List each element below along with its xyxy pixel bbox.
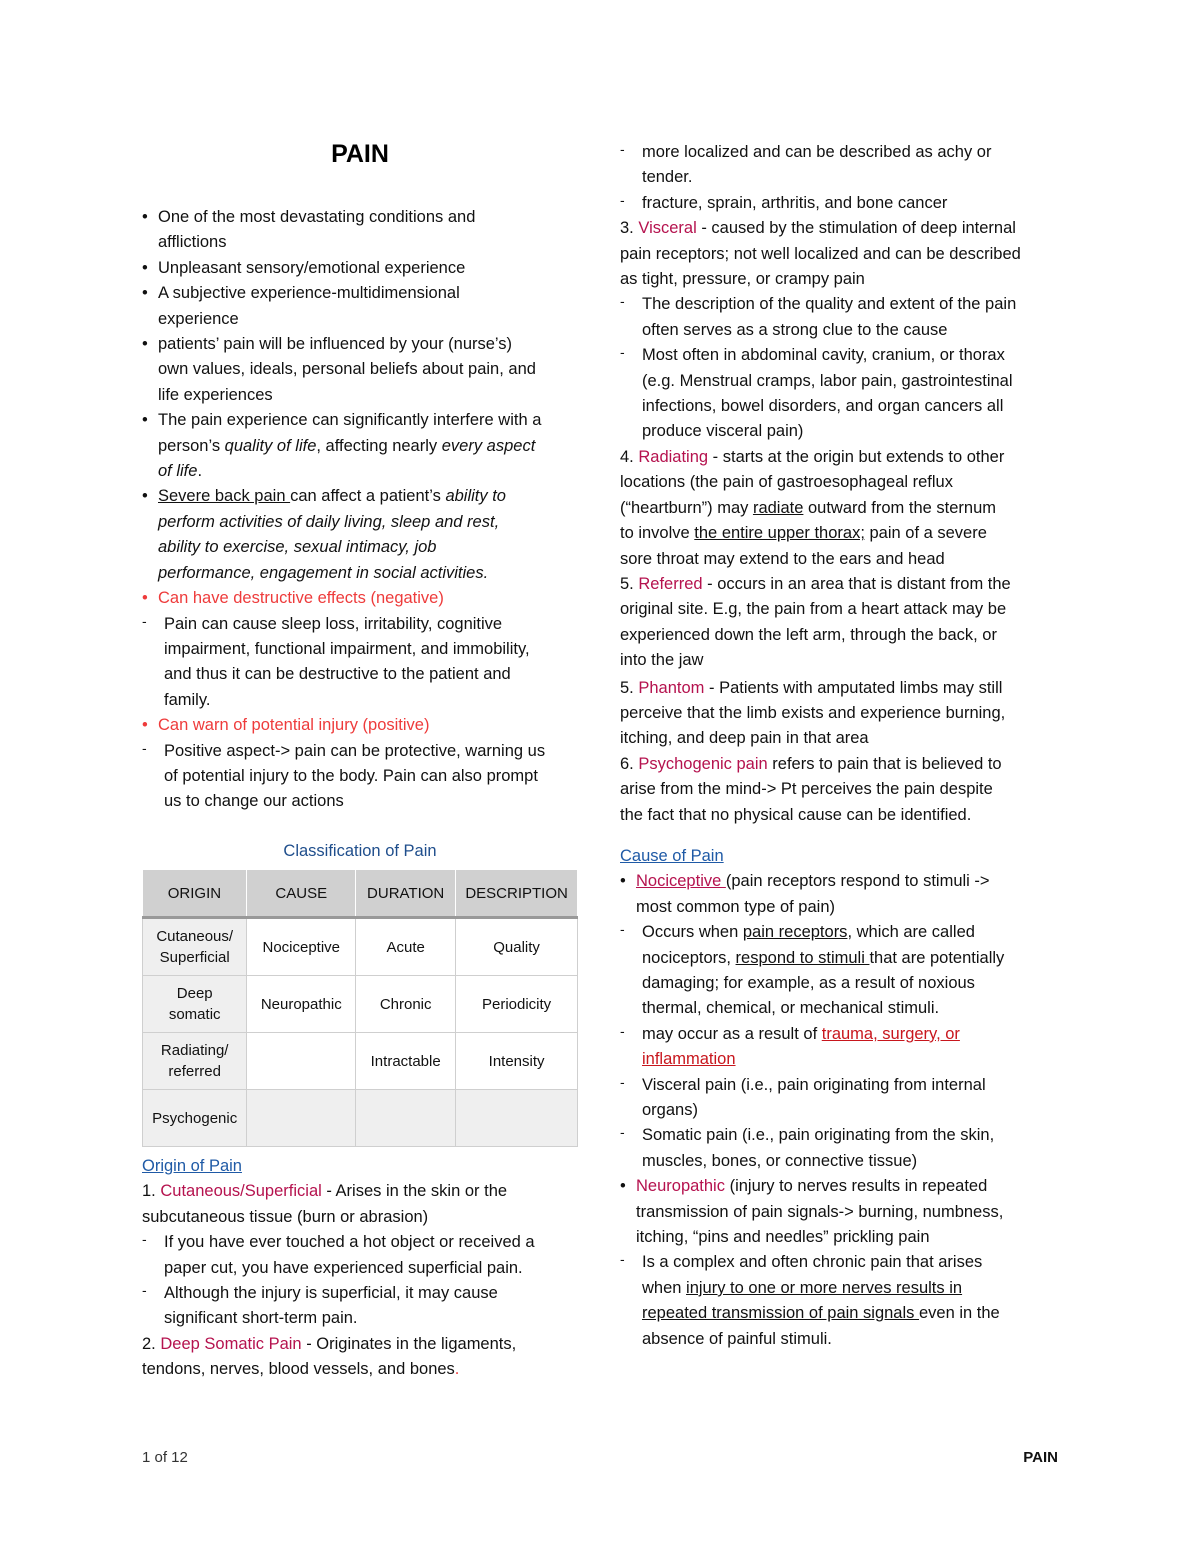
table-cell: Neuropathic bbox=[247, 976, 356, 1033]
right-column bbox=[620, 140, 1065, 1352]
referred-cont: into the jaw bbox=[620, 651, 704, 670]
origin-item-cont: tendons, nerves, blood vessels, and bones. bbox=[142, 1360, 460, 1379]
footer-label: PAIN bbox=[1023, 1449, 1058, 1466]
table-cell: Psychogenic bbox=[143, 1090, 247, 1147]
bullet-item: • Unpleasant sensory/emotional experience bbox=[142, 256, 582, 281]
dash-item-cont: of potential injury to the body. Pain can also prompt bbox=[164, 766, 538, 785]
dash-item-cont: paper cut, you have experienced superficial pain. bbox=[164, 1258, 523, 1277]
bullet-item-quality: • The pain experience can significantly interfere with a bbox=[142, 408, 582, 433]
table-row bbox=[143, 918, 578, 976]
dash-item-cont: (e.g. Menstrual cramps, labor pain, gastrointestinal bbox=[642, 371, 1013, 390]
origin-section bbox=[142, 1154, 582, 1383]
warn-heading: • Can warn of potential injury (positive) bbox=[142, 713, 582, 738]
table-row bbox=[143, 1033, 578, 1090]
dash-item-cont: inflammation bbox=[642, 1050, 736, 1069]
visceral-item: 3. Visceral - caused by the stimulation of deep internal bbox=[620, 219, 1016, 238]
bullet-item-cont: life experiences bbox=[158, 385, 273, 404]
dash-item-cont: thermal, chemical, or mechanical stimuli. bbox=[642, 999, 940, 1018]
dash-item: ‐ Somatic pain (i.e., pain originating from the skin, bbox=[620, 1123, 1065, 1148]
origin-item-1: 1. Cutaneous/Superficial - Arises in the skin or the bbox=[142, 1182, 508, 1201]
dash-item-cont: repeated transmission of pain signals even in the bbox=[642, 1304, 1000, 1323]
bullet-item-cont: performance, engagement in social activities. bbox=[158, 563, 489, 582]
table-header-cell: DESCRIPTION bbox=[456, 870, 578, 918]
table-header-row bbox=[143, 870, 578, 918]
bullet-item: • A subjective experience-multidimensional bbox=[142, 281, 582, 306]
dash-item-cont: us to change our actions bbox=[164, 792, 344, 811]
dash-item-cont: impairment, functional impairment, and immobility, bbox=[164, 639, 530, 658]
bullet-item-cont: itching, “pins and needles” prickling pain bbox=[636, 1228, 930, 1247]
table-cell: Chronic bbox=[356, 976, 456, 1033]
dash-item: ‐ If you have ever touched a hot object or received a bbox=[142, 1230, 582, 1255]
bullet-item-back-pain: • Severe back pain can affect a patient’s ability to bbox=[142, 484, 582, 509]
dash-item: ‐ The description of the quality and extent of the pain bbox=[620, 292, 1065, 317]
destructive-heading: • Can have destructive effects (negative) bbox=[142, 586, 582, 611]
dash-item-cont: organs) bbox=[642, 1101, 698, 1120]
table-cell bbox=[247, 1033, 356, 1090]
dash-item-cont: tender. bbox=[642, 168, 693, 187]
dash-item-cont: when injury to one or more nerves results in bbox=[642, 1278, 963, 1297]
bullet-item: • One of the most devastating conditions and bbox=[142, 205, 582, 230]
radiating-cont: sore throat may extend to the ears and head bbox=[620, 549, 945, 568]
table-cell: Cutaneous/ Superficial bbox=[143, 918, 247, 976]
table-row bbox=[143, 976, 578, 1033]
origin-item-2: 2. Deep Somatic Pain - Originates in the ligaments, bbox=[142, 1334, 517, 1353]
table-cell: Acute bbox=[356, 918, 456, 976]
phantom-cont: itching, and deep pain in that area bbox=[620, 729, 869, 748]
origin-item-cont: subcutaneous tissue (burn or abrasion) bbox=[142, 1207, 429, 1226]
bullet-item-cont: of life. bbox=[158, 462, 203, 481]
table-header-cell: ORIGIN bbox=[143, 870, 247, 918]
bullet-item-cont: person’s quality of life, affecting nearly every aspect bbox=[158, 436, 536, 455]
table-cell: Periodicity bbox=[456, 976, 578, 1033]
bullet-item-cont: own values, ideals, personal beliefs about pain, and bbox=[158, 360, 536, 379]
page-number: 1 of 12 bbox=[142, 1449, 188, 1466]
dash-item: ‐ Although the injury is superficial, it may cause bbox=[142, 1281, 582, 1306]
radiating-item: 4. Radiating - starts at the origin but extends to other bbox=[620, 447, 1005, 466]
dash-item: ‐ fracture, sprain, arthritis, and bone cancer bbox=[620, 191, 1065, 216]
dash-item-cont: family. bbox=[164, 690, 211, 709]
dash-item-cont: damaging; for example, as a result of noxious bbox=[642, 974, 975, 992]
visceral-cont: as tight, pressure, or crampy pain bbox=[620, 270, 865, 289]
table-header-cell: CAUSE bbox=[247, 870, 356, 918]
table-cell bbox=[456, 1090, 578, 1147]
bullet-item-cont: transmission of pain signals-> burning, numbness, bbox=[636, 1202, 1004, 1221]
dash-item-cont: and thus it can be destructive to the patient and bbox=[164, 665, 511, 684]
bullet-item-cont: perform activities of daily living, sleep and rest, bbox=[158, 512, 500, 531]
dash-item: ‐ Pain can cause sleep loss, irritability, cognitive bbox=[142, 612, 582, 637]
psychogenic-cont: the fact that no physical cause can be identified. bbox=[620, 805, 972, 824]
bullet-item-cont: afflictions bbox=[158, 233, 227, 252]
dash-item: ‐ Most often in abdominal cavity, cranium, or thorax bbox=[620, 343, 1065, 368]
bullet-item-cont: ability to exercise, sexual intimacy, job bbox=[158, 538, 437, 557]
referred-cont: experienced down the left arm, through the back, or bbox=[620, 625, 997, 644]
table-caption: Classification of Pain bbox=[283, 842, 437, 860]
table-cell: Intensity bbox=[456, 1033, 578, 1090]
cause-heading: Cause of Pain bbox=[620, 846, 724, 865]
dash-item-cont: absence of painful stimuli. bbox=[642, 1329, 832, 1348]
table-row bbox=[143, 1090, 578, 1147]
dash-item: ‐ Visceral pain (i.e., pain originating from internal bbox=[620, 1073, 1065, 1098]
table-header-cell: DURATION bbox=[356, 870, 456, 918]
table-cell: Deep somatic bbox=[143, 976, 247, 1033]
radiating-cont: (“heartburn”) may radiate outward from the sternum bbox=[620, 498, 996, 517]
dash-item-cont: produce visceral pain) bbox=[642, 422, 804, 441]
bullet-item-cont: experience bbox=[158, 309, 239, 328]
dash-item: ‐ Is a complex and often chronic pain that arises bbox=[620, 1250, 1065, 1275]
phantom-cont: perceive that the limb exists and experience burning, bbox=[620, 703, 1006, 722]
dash-item-cont: muscles, bones, or connective tissue) bbox=[642, 1151, 918, 1170]
dash-item-cont: infections, bowel disorders, and organ cancers all bbox=[642, 397, 1004, 416]
radiating-cont: locations (the pain of gastroesophageal reflux bbox=[620, 473, 953, 492]
visceral-cont: pain receptors; not well localized and can be described bbox=[620, 244, 1021, 263]
neuropathic-item: • Neuropathic (injury to nerves results in repeated bbox=[620, 1174, 1065, 1199]
classification-table bbox=[142, 870, 578, 1147]
table-cell: Intractable bbox=[356, 1033, 456, 1090]
bullet-item-cont: most common type of pain) bbox=[636, 897, 835, 916]
page-title: PAIN bbox=[331, 140, 389, 168]
bullet-item: • patients’ pain will be influenced by your (nurse’s) bbox=[142, 332, 582, 357]
table-cell: Radiating/ referred bbox=[143, 1033, 247, 1090]
dash-item: ‐ may occur as a result of trauma, surgery, or bbox=[620, 1022, 1065, 1047]
table-cell bbox=[356, 1090, 456, 1147]
dash-item: ‐ Positive aspect-> pain can be protective, warning us bbox=[142, 739, 582, 764]
phantom-item: 5. Phantom - Patients with amputated limbs may still bbox=[620, 678, 1003, 697]
dash-item-cont: significant short-term pain. bbox=[164, 1309, 358, 1328]
referred-cont: original site. E.g, the pain from a heart attack may be bbox=[620, 600, 1007, 619]
table-cell bbox=[247, 1090, 356, 1147]
dash-item-cont: nociceptors, respond to stimuli that are potentially bbox=[642, 948, 1005, 967]
origin-heading: Origin of Pain bbox=[142, 1157, 242, 1175]
radiating-cont: to involve the entire upper thorax; pain of a severe bbox=[620, 524, 987, 543]
dash-item: ‐ Occurs when pain receptors, which are called bbox=[620, 920, 1065, 945]
left-column bbox=[142, 205, 582, 815]
psychogenic-item: 6. Psychogenic pain refers to pain that is believed to bbox=[620, 754, 1002, 773]
nociceptive-item: • Nociceptive (pain receptors respond to stimuli -> bbox=[620, 869, 1065, 894]
dash-item-cont: often serves as a strong clue to the cause bbox=[642, 320, 948, 339]
referred-item: 5. Referred - occurs in an area that is distant from the bbox=[620, 574, 1011, 593]
psychogenic-cont: arise from the mind-> Pt perceives the pain despite bbox=[620, 780, 993, 799]
dash-item: ‐ more localized and can be described as achy or bbox=[620, 140, 1065, 165]
table-cell: Quality bbox=[456, 918, 578, 976]
table-cell: Nociceptive bbox=[247, 918, 356, 976]
